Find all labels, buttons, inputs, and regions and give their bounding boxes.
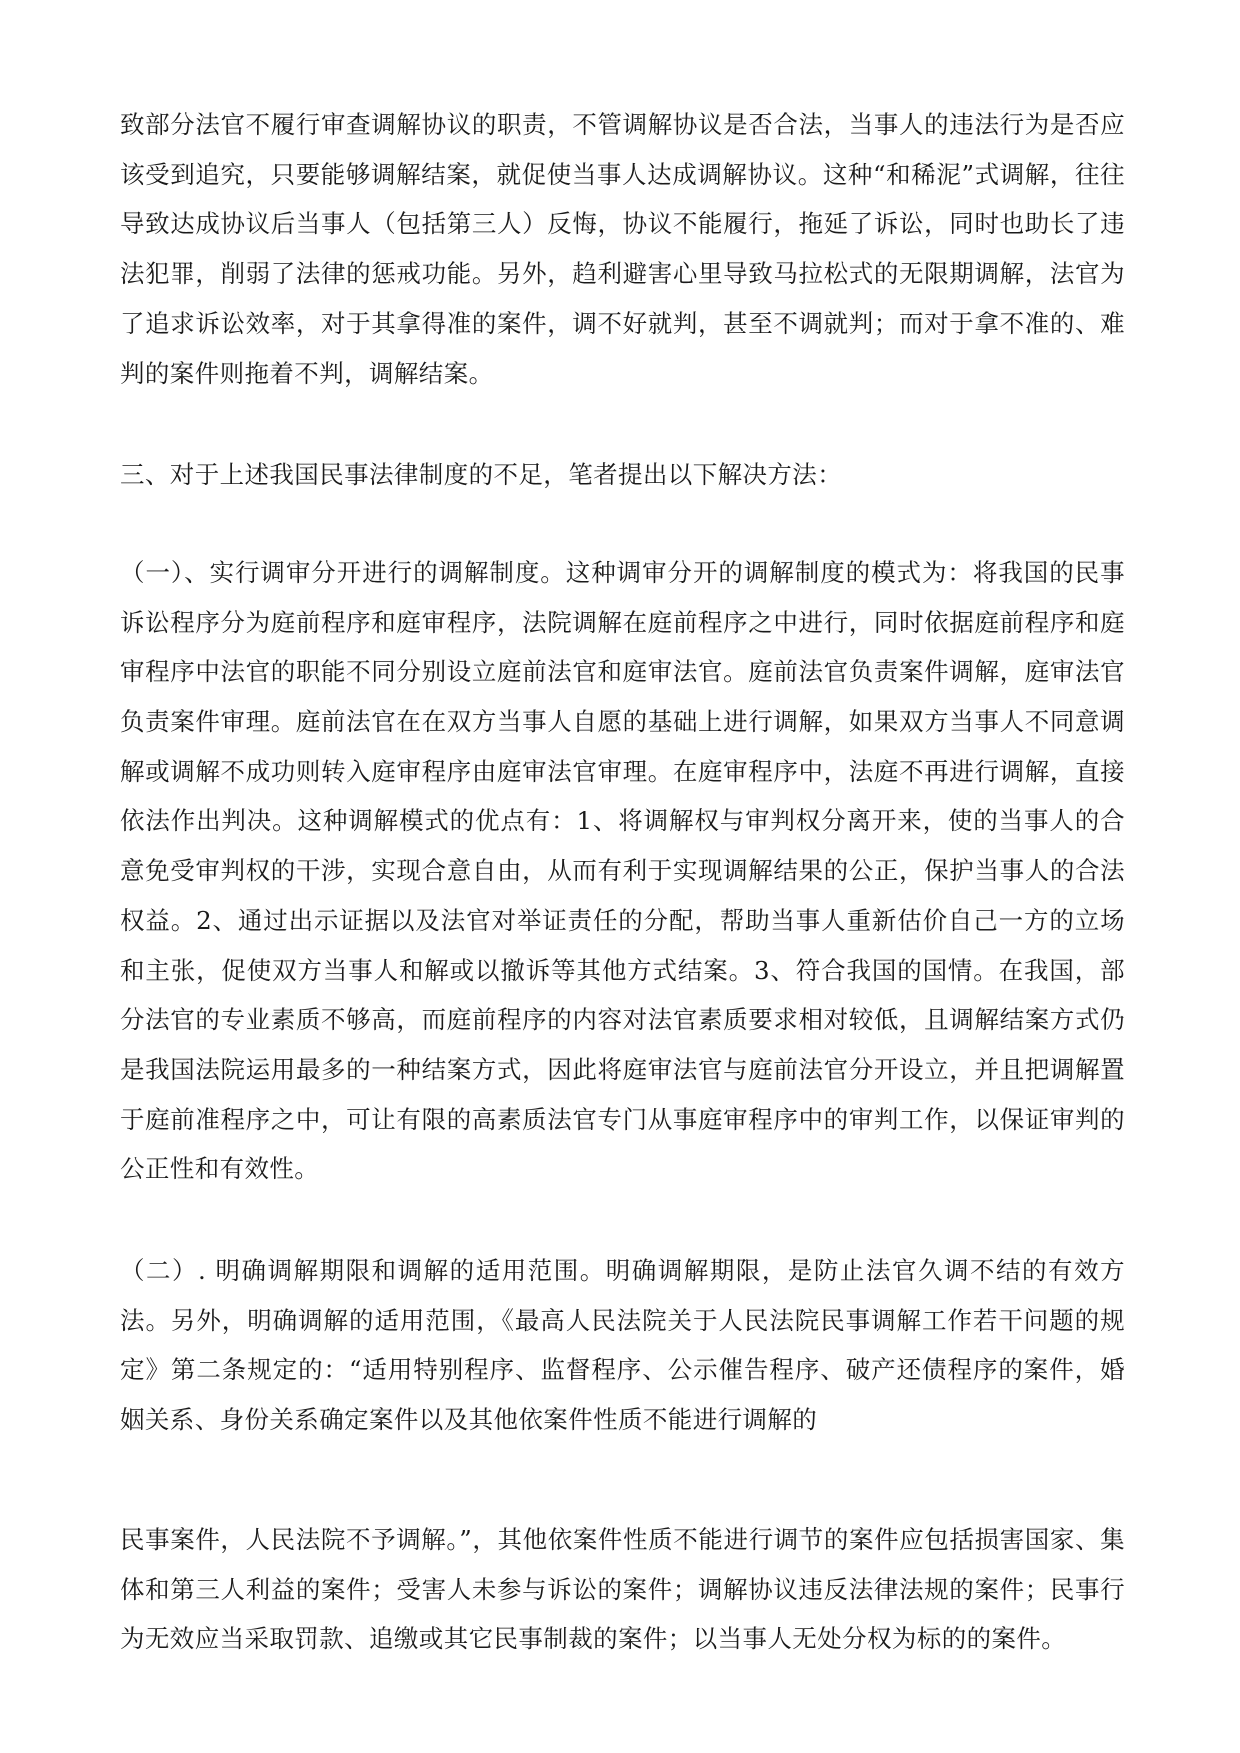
document-page bbox=[120, 100, 1125, 1664]
paragraph-mediation-problems: 致部分法官不履行审查调解协议的职责，不管调解协议是否合法，当事人的违法行为是否应该受到追究，只要能够调解结案，就促使当事人达成调解协议。这种“和稀泥”式调解，往往导致达成协议后当事人（包括第三人）反悔，协议不能履行，拖延了诉讼，同时也助长了违法犯罪，削弱了法律的惩戒功能。另外，趋利避害心里导致马拉松式的无限期调解，法官为了追求诉讼效率，对于其拿得准的案件，调不好就判，甚至不调就判；而对于拿不准的、难判的案件则拖着不判，调解结案。 bbox=[120, 110, 1125, 388]
section-heading-solutions: 三、对于上述我国民事法律制度的不足，笔者提出以下解决方法： bbox=[120, 460, 843, 490]
paragraph-mediation-scope-continued: 民事案件，人民法院不予调解。”，其他依案件性质不能进行调节的案件应包括损害国家、集体和第三人利益的案件；受害人未参与诉讼的案件；调解协议违反法律法规的案件；民事行为无效应当采取罚款、追缴或其它民事制裁的案件；以当事人无处分权为标的的案件。 bbox=[120, 1524, 1125, 1654]
paragraph-mediation-scope: （二）. 明确调解期限和调解的适用范围。明确调解期限，是防止法官久调不结的有效方法。另外，明确调解的适用范围，《最高人民法院关于人民法院民事调解工作若干问题的规定》第二条规定的：“适用特别程序、监督程序、公示催告程序、破产还债程序的案件，婚姻关系、身份关系确定案件以及其他依案件性质不能进行调解的 bbox=[120, 1256, 1125, 1435]
paragraph-separate-mediation-trial: （一）、实行调审分开进行的调解制度。这种调审分开的调解制度的模式为：将我国的民事诉讼程序分为庭前程序和庭审程序，法院调解在庭前程序之中进行，同时依据庭前程序和庭审程序中法官的职能不同分别设立庭前法官和庭审法官。庭前法官负责案件调解，庭审法官负责案件审理。庭前法官在在双方当事人自愿的基础上进行调解，如果双方当事人不同意调解或调解不成功则转入庭审程序由庭审法官审理。在庭审程序中，法庭不再进行调解，直接依法作出判决。这种调解模式的优点有：1、将调解权与审判权分离开来，使的当事人的合意免受审判权的干涉，实现合意自由，从而有利于实现调解结果的公正，保护当事人的合法权益。2、通过出示证据以及法官对举证责任的分配，帮助当事人重新估价自己一方的立场和主张，促使双方当事人和解或以撤诉等其他方式结案。3、符合我国的国情。在我国，部分法官的专业素质不够高，而庭前程序的内容对法官素质要求相对较低，且调解结案方式仍是我国法院运用最多的一种结案方式，因此将庭审法官与庭前法官分开设立，并且把调解置于庭前准程序之中，可让有限的高素质法官专门从事庭审程序中的审判工作，以保证审判的公正性和有效性。 bbox=[120, 557, 1125, 1184]
